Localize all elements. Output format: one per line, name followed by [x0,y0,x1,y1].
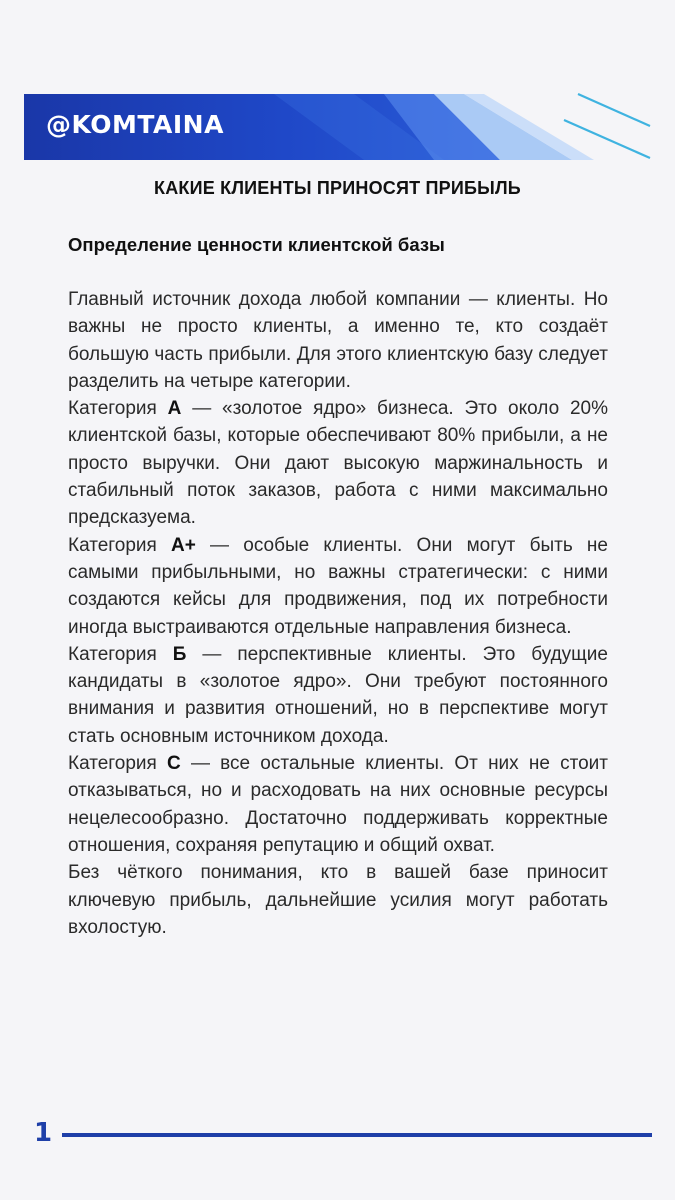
category-description: — «золотое ядро» бизнеса. Это около 20% клиентской базы, которые обеспечивают 80% прибыли, а не просто выручки. Они дают высокую маржинальность и стабильный поток заказов, работа с ними максимально предсказуема. [68,398,608,529]
category-description: — все остальные клиенты. От них не стоит отказываться, но и расходовать на них основные ресурсы нецелесообразно. Достаточно поддерживать корректные отношения, сохраняя репутацию и общий охват. [68,753,608,856]
category-prefix: Категория [68,643,173,665]
article-body [68,286,608,941]
category-label: А [167,398,182,420]
category-paragraph-a [68,395,608,531]
category-prefix: Категория [68,398,168,420]
category-prefix: Категория [68,753,168,775]
category-label: А+ [171,534,196,556]
section-subtitle: Определение ценности клиентской базы [68,234,445,255]
category-paragraph-a-plus [68,532,608,641]
category-description: — особые клиенты. Они могут быть не самыми прибыльными, но важны стратегически: с ними создаются кейсы для продвижения, под их потребности иногда выстраиваются отдельные направления бизнеса. [68,534,608,638]
category-label: С [167,753,181,775]
category-label: Б [172,643,187,665]
intro-paragraph: Главный источник дохода любой компании — клиенты. Но важны не просто клиенты, а именно те, кто создаёт большую часть прибыли. Для этого клиентскую базу следует разделить на четыре категории. [68,289,608,392]
brand-banner [24,94,624,160]
category-paragraph-b [68,641,608,750]
category-prefix: Категория [68,534,172,556]
decorative-lines [560,92,660,162]
page-number: 1 [34,1118,53,1148]
brand-handle: @KOMTAINA [46,110,224,139]
conclusion-paragraph: Без чёткого понимания, кто в вашей базе приносит ключевую прибыль, дальнейшие усилия могут работать вхолостую. [68,862,608,938]
page-title: КАКИЕ КЛИЕНТЫ ПРИНОСЯТ ПРИБЫЛЬ [154,178,521,198]
category-paragraph-c [68,750,608,859]
category-description: — перспективные клиенты. Это будущие кандидаты в «золотое ядро». Они требуют постоянного внимания и развития отношений, но в перспективе могут стать основным источником дохода. [68,643,608,747]
footer-divider [62,1133,652,1137]
